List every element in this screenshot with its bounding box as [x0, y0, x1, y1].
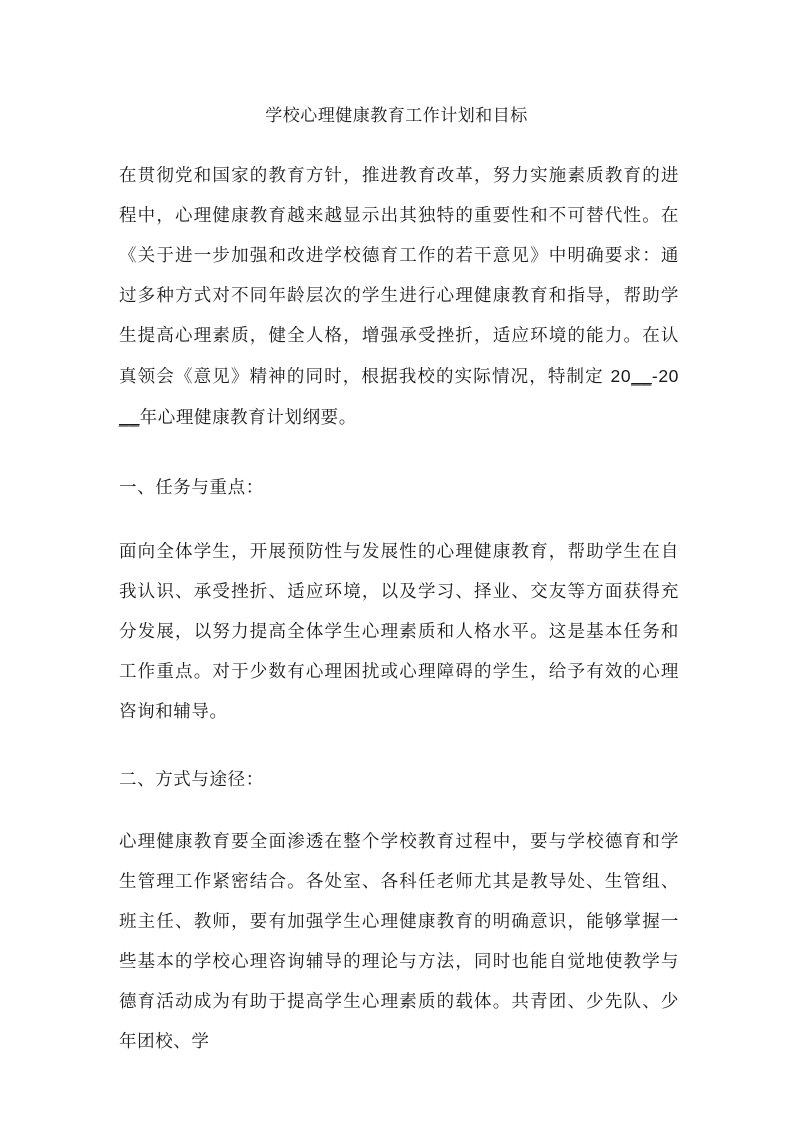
- intro-paragraph: [119, 156, 679, 438]
- year-end: 20: [658, 366, 679, 386]
- section-body-tasks: 面向全体学生，开展预防性与发展性的心理健康教育，帮助学生在自我认识、承受挫折、适应环境，以及学习、择业、交友等方面获得充分发展，以努力提高全体学生心理素质和人格水平。这是基本任务和工作重点。对于少数有心理困扰或心理障碍的学生，给予有效的心理咨询和辅导。: [119, 542, 679, 722]
- year-start: 20: [610, 366, 632, 386]
- intro-text: 在贯彻党和国家的教育方针，推进教育改革，努力实施素质教育的进程中，心理健康教育越来越显示出其独特的重要性和不可替代性。在《关于进一步加强和改进学校德育工作的若干意见》中明确要求：通过多种方式对不同年龄层次的学生进行心理健康教育和指导，帮助学生提高心理素质，健全人格，增强承受挫折，适应环境的能力。在认真领会《意见》精神的同时，根据我校的实际情况，特制定: [119, 166, 679, 387]
- year-dash: -: [651, 366, 659, 386]
- year-blank-1: __: [631, 366, 652, 386]
- section-heading-methods: 二、方式与途径：: [119, 770, 264, 790]
- section-body-methods: 心理健康教育要全面渗透在整个学校教育过程中，要与学校德育和学生管理工作紧密结合。各处室、各科任老师尤其是教导处、生管组、班主任、教师，要有加强学生心理健康教育的明确意识，能够掌握一些基本的学校心理咨询辅导的理论与方法，同时也能自觉地使教学与德育活动成为有助于提高学生心理素质的载体。共青团、少先队、少年团校、学: [119, 832, 679, 1052]
- intro-text-end: 年心理健康教育计划纲要。: [139, 408, 357, 428]
- section-heading-tasks: 一、任务与重点：: [119, 478, 264, 498]
- document-title: 学校心理健康教育工作计划和目标: [265, 106, 528, 126]
- year-blank-2: __: [119, 407, 140, 427]
